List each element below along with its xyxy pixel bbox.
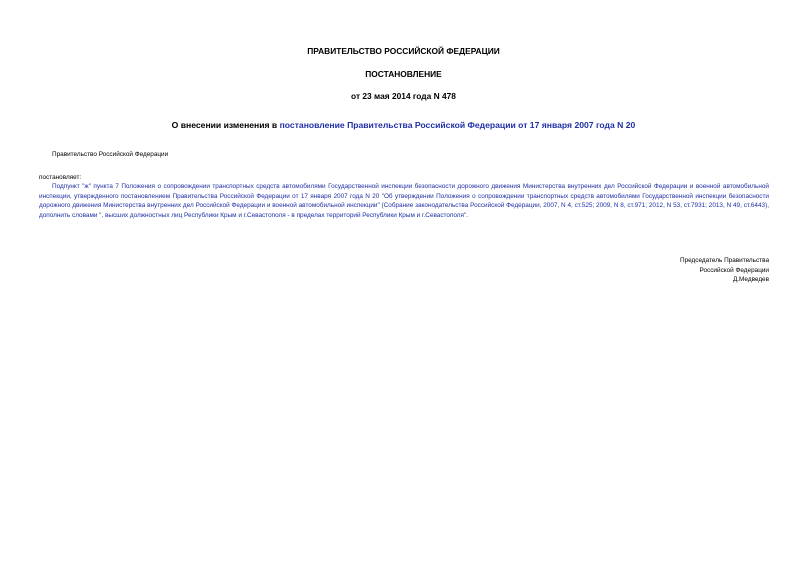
subject-prefix: О внесении изменения в [171, 120, 280, 130]
document-date-number: от 23 мая 2014 года N 478 [351, 91, 456, 101]
document-type-heading: ПОСТАНОВЛЕНИЕ [365, 69, 442, 79]
decrees-line: постановляет: [39, 174, 82, 181]
signature-block [680, 256, 769, 285]
signature-organization: Российской Федерации [699, 266, 769, 274]
subject-link[interactable]: постановление Правительства Российской Федерации от 17 января 2007 года N 20 [279, 120, 636, 130]
signature-name: Д.Медведев [732, 276, 769, 284]
document-subject [0, 120, 807, 131]
government-line: Правительство Российской Федерации [52, 151, 169, 158]
signature-position: Председатель Правительства [680, 257, 769, 264]
amendment-paragraph[interactable]: Подпункт "ж" пункта 7 Положения о сопровождении транспортных средств автомобилями Государственной инспекции безопасности дорожного движения Министерства внутренних дел Российской Федерации и военной автомобильной инспекции, утвержденного постановлением Правительства Российской Федерации от 17 января 2007 года N 20 "Об утверждении Положения о сопровождении транспортных средств автомобилями Государственной инспекции безопасности дорожного движения Министерства внутренних дел Российской Федерации и военной автомобильной инспекции" (Собрание законодательства Российской Федерации, 2007, N 4, ст.525; 2009, N 8, ст.971; 2012, N 53, ст.7931; 2013, N 49, ст.6443), дополнить словами ", высших должностных лиц Республики Крым и г.Севастополя - в пределах территорий Республики Крым и г.Севастополя". [39, 183, 769, 219]
government-heading: ПРАВИТЕЛЬСТВО РОССИЙСКОЙ ФЕДЕРАЦИИ [307, 46, 500, 56]
